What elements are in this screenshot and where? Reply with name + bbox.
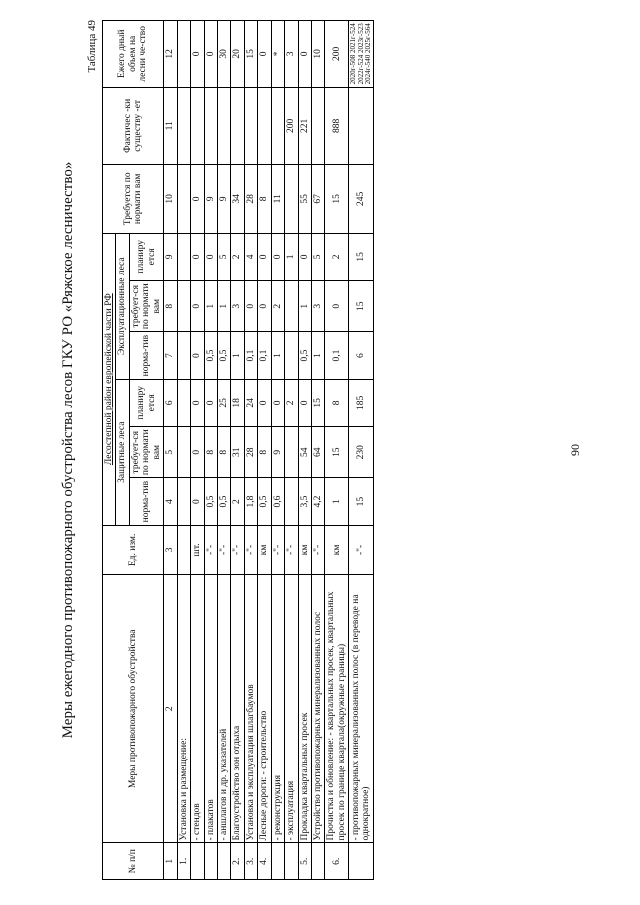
row-value: 64 [312,426,325,478]
row-value: 8 [258,426,271,478]
table-row [244,21,257,880]
row-value [177,164,190,233]
row-value: 1 [325,478,349,525]
row-value [285,164,298,233]
row-value: 1,8 [244,478,257,525]
row-value: 30 [217,21,230,88]
row-number: 6. [325,843,349,880]
row-measure: Лесные дороги: - строительство [258,575,271,843]
table-row [349,21,374,880]
row-value: 18 [231,379,244,426]
row-value: 185 [349,379,374,426]
row-measure: Установка и эксплуатация шлагбаумов [244,575,257,843]
row-value: 28 [244,164,257,233]
row-value: 0 [271,233,284,280]
colnum: 5 [164,426,177,478]
row-value: 0 [191,379,204,426]
row-value: 0,6 [271,478,284,525]
row-value [177,233,190,280]
row-value: 0 [191,233,204,280]
column-number-row [164,21,177,880]
row-measure: Прочистка и обновление: - квартальных просек, квартальных просек по границе квартала(окружные границы) [325,575,349,843]
table-row [204,21,217,880]
row-unit: -"- [312,525,325,574]
row-value: 0,1 [258,332,271,379]
row-measure: - плакатов [204,575,217,843]
row-value: 11 [271,164,284,233]
row-unit: -"- [349,525,374,574]
row-number: 3. [244,843,257,880]
row-value: 0,5 [298,332,311,379]
header-operational: Эксплуатационные леса [116,233,129,379]
header-normative-operational: норма-тив [129,332,163,379]
row-value: 0 [298,233,311,280]
colnum: 7 [164,332,177,379]
row-value: 0 [204,379,217,426]
row-value: 6 [349,332,374,379]
row-value: 1 [271,332,284,379]
row-value: 3 [285,21,298,88]
row-value: 200 [285,87,298,164]
row-value [177,426,190,478]
row-value: * [271,21,284,88]
row-value: 8 [204,426,217,478]
row-value: 9 [217,164,230,233]
row-unit: км [258,525,271,574]
table-body [177,21,374,880]
row-value: 1 [231,332,244,379]
row-value: 9 [271,426,284,478]
row-value [285,332,298,379]
row-value: 0 [258,280,271,332]
header-region: Лесостепной район европейской части РФ [103,233,116,525]
table-row [285,21,298,880]
row-value: 0 [191,478,204,525]
row-value: 15 [325,426,349,478]
fire-measures-table [102,20,374,880]
row-value: 0,1 [325,332,349,379]
table-row [271,21,284,880]
row-number: 1. [177,843,190,880]
row-value: 10 [312,21,325,88]
row-value: 4 [244,233,257,280]
row-value: 15 [312,379,325,426]
table-row [312,21,325,880]
row-value: 34 [231,164,244,233]
colnum: 10 [164,164,177,233]
header-protective: Защитные леса [116,379,129,525]
header-measures: Меры противопожарного обустройства [103,575,164,843]
row-value: 5 [217,233,230,280]
row-number: 4. [258,843,271,880]
row-value: 1 [217,280,230,332]
header-unit: Ед. изм. [103,525,164,574]
row-value: 0 [191,164,204,233]
row-measure: - эксплуатация [285,575,298,843]
row-unit: шт. [191,525,204,574]
row-value: 2 [325,233,349,280]
row-value: 15 [349,280,374,332]
row-value: 1 [312,332,325,379]
colnum: 6 [164,379,177,426]
row-number [204,843,217,880]
row-value: 0 [191,21,204,88]
row-value [177,332,190,379]
row-value: 0 [191,426,204,478]
row-value: 245 [349,164,374,233]
row-value [204,87,217,164]
row-value: 0,5 [217,332,230,379]
row-number: 2. [231,843,244,880]
header-actual: Фактичес -ки существу -ет [103,87,164,164]
row-unit [177,525,190,574]
row-unit: км [325,525,349,574]
row-measure: Установка и размещение: [177,575,190,843]
table-row [191,21,204,880]
row-measure: - противопожарных минерализованных полос (в переводе на однократное) [349,575,374,843]
colnum: 4 [164,478,177,525]
row-value: 0,5 [204,478,217,525]
row-unit: -"- [217,525,230,574]
row-value: 15 [244,21,257,88]
row-value: 200 [325,21,349,88]
row-number [191,843,204,880]
row-value: 0 [258,379,271,426]
header-required-protective: требует-ся по нормати вам [129,426,163,478]
header-total-required: Требуется по нормати вам [103,164,164,233]
header-planned-protective: планиру ется [129,379,163,426]
row-number [271,843,284,880]
row-value: 0 [258,233,271,280]
row-value: 0,5 [258,478,271,525]
row-value: 15 [349,233,374,280]
header-normative-protective: норма-тив [129,478,163,525]
table-row [177,21,190,880]
row-value [244,87,257,164]
row-value [177,478,190,525]
row-value: 2020г-508 2021г-524 2022г-524 2023г-523 2024г-540 2025г-564 [349,21,374,88]
row-value: 0,5 [217,478,230,525]
row-measure: - стендов [191,575,204,843]
row-value: 9 [204,164,217,233]
row-value: 0 [271,379,284,426]
row-value: 8 [258,164,271,233]
page-number: 90 [568,444,582,456]
row-value: 4,2 [312,478,325,525]
row-measure: - аншлагов и др. указателей [217,575,230,843]
row-value: 221 [298,87,311,164]
colnum: 1 [164,843,177,880]
row-value: 0 [244,280,257,332]
row-value: 5 [312,233,325,280]
row-value: 31 [231,426,244,478]
row-value: 0 [191,280,204,332]
row-number [349,843,374,880]
colnum: 12 [164,21,177,88]
table-row [231,21,244,880]
row-value: 2 [231,478,244,525]
row-value: 2 [285,379,298,426]
row-value [349,87,374,164]
colnum: 11 [164,87,177,164]
row-value: 0 [191,332,204,379]
row-value: 0 [298,21,311,88]
row-measure: Прокладка квартальных просек [298,575,311,843]
row-unit: -"- [271,525,284,574]
row-value [285,280,298,332]
row-value [177,21,190,88]
colnum: 2 [164,575,177,843]
row-value: 3 [312,280,325,332]
header-required-operational: требует-ся по нормати вам [129,280,163,332]
row-value: 1 [285,233,298,280]
row-unit: км [298,525,311,574]
row-value: 0 [298,379,311,426]
row-value [285,478,298,525]
row-value: 55 [298,164,311,233]
table-number: Таблица 49 [86,20,98,73]
row-value: 1 [204,280,217,332]
row-value: 0 [258,21,271,88]
row-number [285,843,298,880]
row-value: 20 [231,21,244,88]
rotated-page [40,20,600,880]
row-value [177,379,190,426]
table-row [258,21,271,880]
row-unit: -"- [285,525,298,574]
row-measure: Устройство противопожарных минерализованных полос [312,575,325,843]
row-unit: -"- [204,525,217,574]
row-measure: - реконструкция [271,575,284,843]
row-value [312,87,325,164]
row-value: 0 [204,233,217,280]
header-num: № п/п [103,843,164,880]
table-row [298,21,311,880]
row-value [217,87,230,164]
row-value [231,87,244,164]
colnum: 9 [164,233,177,280]
row-value: 24 [244,379,257,426]
row-value: 3 [231,280,244,332]
row-value: 25 [217,379,230,426]
row-value: 67 [312,164,325,233]
row-value: 15 [325,164,349,233]
row-value [177,280,190,332]
row-value: 888 [325,87,349,164]
row-value: 8 [325,379,349,426]
row-value: 28 [244,426,257,478]
row-value: 54 [298,426,311,478]
row-value [271,87,284,164]
row-unit: -"- [244,525,257,574]
row-number [312,843,325,880]
row-value: 0,1 [244,332,257,379]
row-number: 5. [298,843,311,880]
colnum: 8 [164,280,177,332]
row-value: 230 [349,426,374,478]
header-annual: Ежего дный объем на лесни че-ство [103,21,164,88]
row-value [258,87,271,164]
row-value [191,87,204,164]
row-value: 2 [271,280,284,332]
row-value: 0 [325,280,349,332]
row-unit: -"- [231,525,244,574]
colnum: 3 [164,525,177,574]
header-planned-operational: планиру ется [129,233,163,280]
table-row [325,21,349,880]
row-number [217,843,230,880]
row-value: 0 [204,21,217,88]
row-value: 1 [298,280,311,332]
row-value: 8 [217,426,230,478]
row-value: 0,5 [204,332,217,379]
table-row [217,21,230,880]
document-title: Меры ежегодного противопожарного обустройства лесов ГКУ РО «Ряжское лесничество» [60,161,76,739]
row-value [177,87,190,164]
row-value: 3,5 [298,478,311,525]
row-measure: Благоустройство зон отдыха [231,575,244,843]
row-value [285,426,298,478]
row-value: 2 [231,233,244,280]
row-value: 15 [349,478,374,525]
